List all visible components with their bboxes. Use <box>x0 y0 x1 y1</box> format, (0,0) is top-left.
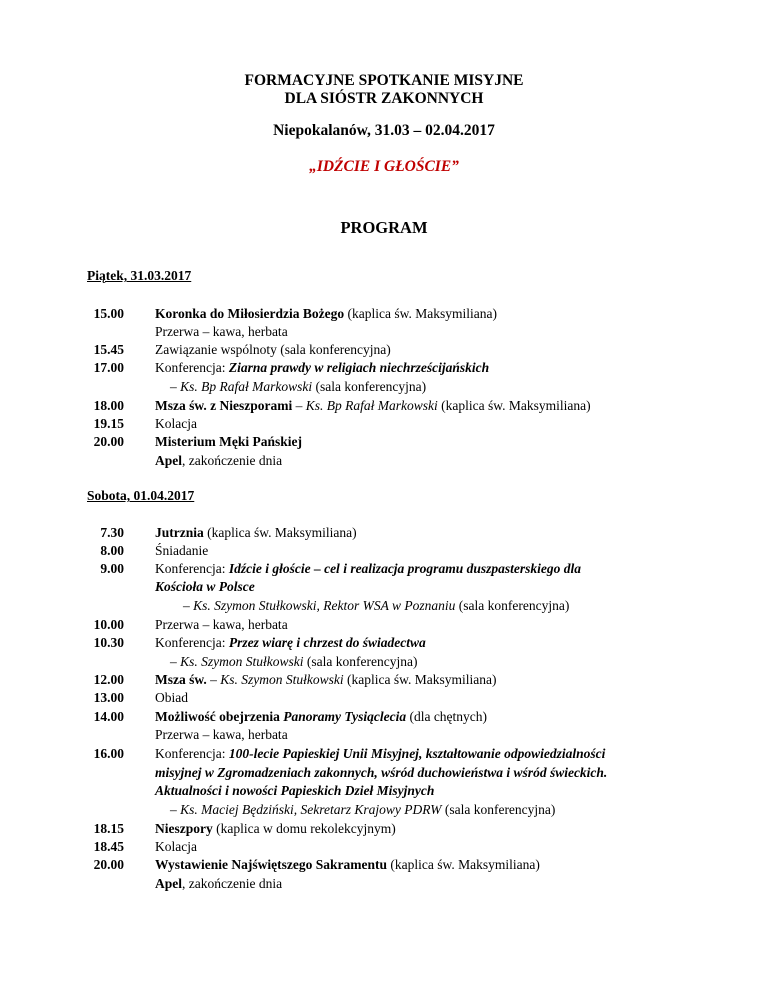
time: 18.15 <box>93 821 124 836</box>
schedule-item: Jutrznia (kaplica św. Maksymiliana) <box>155 525 357 540</box>
schedule-item: misyjnej w Zgromadzeniach zakonnych, wśród duchowieństwa i wśród świeckich. <box>155 765 608 780</box>
schedule-item: Apel, zakończenie dnia <box>155 876 283 891</box>
time: 16.00 <box>93 746 124 761</box>
schedule-item: Misterium Męki Pańskiej <box>155 434 302 449</box>
schedule-item: Zawiązanie wspólnoty (sala konferencyjna) <box>155 342 391 357</box>
time: 17.00 <box>93 360 124 375</box>
time: 18.00 <box>93 398 124 413</box>
time: 13.00 <box>93 690 124 705</box>
place-date: Niepokalanów, 31.03 – 02.04.2017 <box>273 122 495 139</box>
title-line-2: DLA SIÓSTR ZAKONNYCH <box>284 90 484 107</box>
schedule-item: Wystawienie Najświętszego Sakramentu (kaplica św. Maksymiliana) <box>155 857 540 872</box>
schedule-item: Apel, zakończenie dnia <box>155 453 283 468</box>
schedule-item: Przerwa – kawa, herbata <box>155 617 288 632</box>
schedule-item: Konferencja: 100-lecie Papieskiej Unii Misyjnej, kształtowanie odpowiedzialności <box>155 746 606 761</box>
time: 10.00 <box>93 617 124 632</box>
time: 9.00 <box>100 561 124 576</box>
time: 7.30 <box>100 525 124 540</box>
schedule-item: – Ks. Szymon Stułkowski (sala konferencyjna) <box>170 654 418 669</box>
time: 10.30 <box>93 635 124 650</box>
title-line-1: FORMACYJNE SPOTKANIE MISYJNE <box>244 72 524 89</box>
day-heading-saturday: Sobota, 01.04.2017 <box>87 488 195 503</box>
schedule-item: Śniadanie <box>155 543 209 558</box>
schedule-item: Msza św. z Nieszporami – Ks. Bp Rafał Markowski (kaplica św. Maksymiliana) <box>155 398 591 413</box>
schedule-item: Przerwa – kawa, herbata <box>155 727 288 742</box>
schedule-item: Kolacja <box>155 839 197 854</box>
time: 8.00 <box>100 543 124 558</box>
time: 18.45 <box>93 839 124 854</box>
time: 15.45 <box>93 342 124 357</box>
motto: „IDŹCIE I GŁOŚCIE” <box>309 158 459 175</box>
time: 20.00 <box>93 434 124 449</box>
schedule-item: Msza św. – Ks. Szymon Stułkowski (kaplica św. Maksymiliana) <box>155 672 497 687</box>
time: 19.15 <box>93 416 124 431</box>
schedule-item: Obiad <box>155 690 188 705</box>
schedule-item: Kościoła w Polsce <box>155 579 255 594</box>
schedule-item: – Ks. Szymon Stułkowski, Rektor WSA w Poznaniu (sala konferencyjna) <box>183 598 570 613</box>
schedule-item: Kolacja <box>155 416 197 431</box>
schedule-item: Możliwość obejrzenia Panoramy Tysiąclecia (dla chętnych) <box>155 709 488 724</box>
schedule-item: Konferencja: Idźcie i głoście – cel i realizacja programu duszpasterskiego dla <box>155 561 581 576</box>
schedule-item: Aktualności i nowości Papieskich Dzieł Misyjnych <box>155 783 435 798</box>
schedule-item: Konferencja: Przez wiarę i chrzest do świadectwa <box>155 635 426 650</box>
time: 15.00 <box>93 306 124 321</box>
time: 12.00 <box>93 672 124 687</box>
day-heading-friday: Piątek, 31.03.2017 <box>87 268 192 283</box>
schedule-item: – Ks. Bp Rafał Markowski (sala konferencyjna) <box>170 379 427 394</box>
schedule-item: Koronka do Miłosierdzia Bożego (kaplica św. Maksymiliana) <box>155 306 497 321</box>
schedule-item: Przerwa – kawa, herbata <box>155 324 288 339</box>
schedule-item: Konferencja: Ziarna prawdy w religiach niechrześcijańskich <box>155 360 490 375</box>
schedule-item: – Ks. Maciej Będziński, Sekretarz Krajowy PDRW (sala konferencyjna) <box>170 802 556 817</box>
time: 20.00 <box>93 857 124 872</box>
time: 14.00 <box>93 709 124 724</box>
schedule-item: Nieszpory (kaplica w domu rekolekcyjnym) <box>155 821 396 836</box>
program-heading: PROGRAM <box>340 218 428 237</box>
